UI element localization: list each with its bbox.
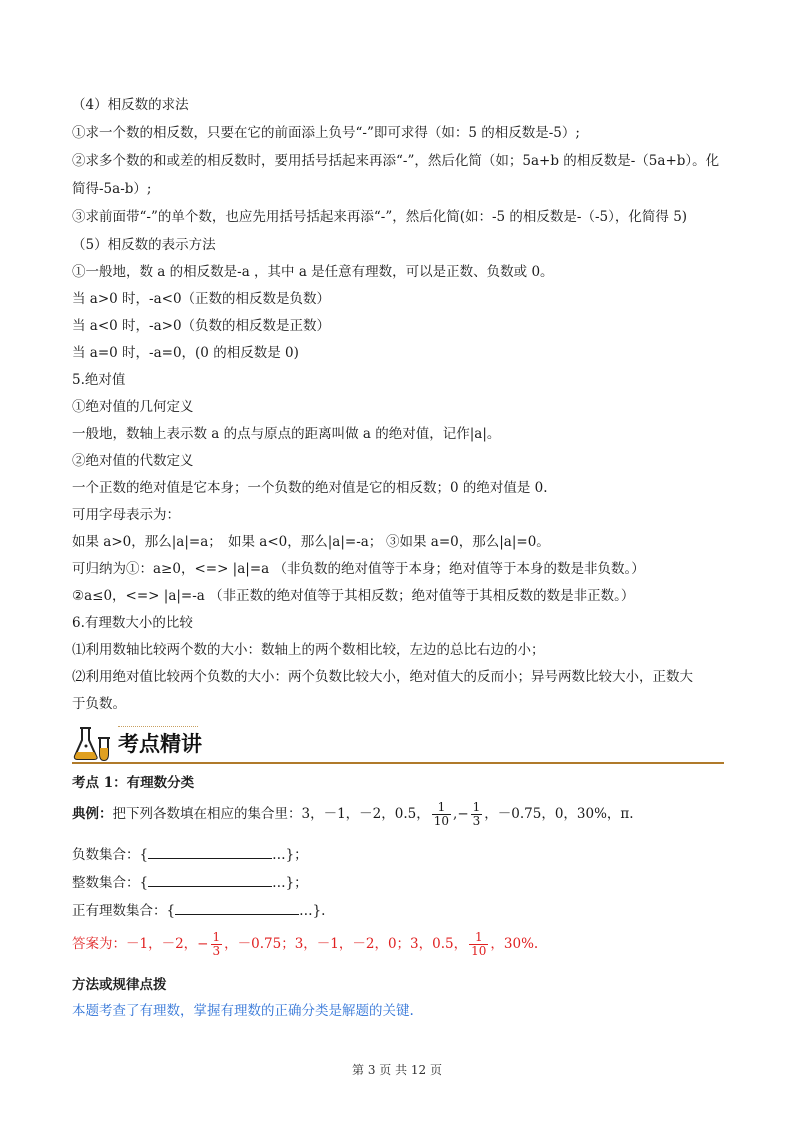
answer-line <box>72 930 538 958</box>
pos-set-line <box>72 902 325 920</box>
example-tail: ，－0.75，0，30%，π. <box>484 806 634 822</box>
text-line: 一个正数的绝对值是它本身；一个负数的绝对值是它的相反数；0 的绝对值是 0. <box>72 480 548 496</box>
answer-blank[interactable] <box>175 902 299 915</box>
text-line: ③如果 a=0，那么|a|=0。 <box>386 534 550 550</box>
answer-prefix: 答案为：－1，－2，− <box>72 936 209 952</box>
answer-mid: ，－0.75；3，－1，－2，0；3，0.5， <box>224 936 468 952</box>
neg-set-label: 负数集合：{ <box>72 847 149 863</box>
text-line: ②求多个数的和或差的相反数时，要用括号括起来再添“-”，然后化简（如；5a+b 的相反数是-（5a+b）。化 <box>72 153 720 169</box>
text-line: ③求前面带“-”的单个数，也应先用括号括起来再添“-”，然后化简(如：-5 的相反数是-（-5），化简得 5) <box>72 209 688 225</box>
pos-set-tail: …}. <box>299 903 326 919</box>
text-line: 可用字母表示为： <box>72 507 180 523</box>
text-line: ①绝对值的几何定义 <box>72 399 194 415</box>
text-line: ②绝对值的代数定义 <box>72 453 194 469</box>
text-line: （4）相反数的求法 <box>72 97 189 113</box>
fraction: $\frac{1}{3}$ <box>472 800 481 828</box>
text-line: （5）相反数的表示方法 <box>72 237 216 253</box>
heading-dotted-rule <box>118 726 198 727</box>
text-line: 5.绝对值 <box>72 372 126 388</box>
text-line: 可归纳为①：a≥0，<=> |a|=a （非负数的绝对值等于本身；绝对值等于本身的数是非负数。） <box>72 561 645 577</box>
text-line: 当 a<0 时，-a>0（负数的相反数是正数） <box>72 318 331 334</box>
text-line: ②a≤0，<=> |a|=-a （非正数的绝对值等于其相反数；绝对值等于其相反数的数是非正数。） <box>72 588 635 604</box>
section-rule <box>72 762 724 764</box>
section-title: 考点精讲 <box>118 732 202 756</box>
page-footer: 第 3 页 共 12 页 <box>352 1063 442 1077</box>
text-line: 一般地，数轴上表示数 a 的点与原点的距离叫做 a 的绝对值，记作|a|。 <box>72 426 501 442</box>
int-set-label: 整数集合：{ <box>72 875 149 891</box>
flask-icon <box>72 724 112 762</box>
example-label: 典例： <box>72 806 113 822</box>
kaodian-title: 考点 1：有理数分类 <box>72 775 195 791</box>
answer-blank[interactable] <box>148 874 272 887</box>
text-line: 如果 a>0，那么|a|=a； <box>72 534 222 550</box>
text-line: 6.有理数大小的比较 <box>72 615 193 631</box>
text-line: 如果 a<0，那么|a|=-a； <box>228 534 383 550</box>
method-text: 本题考查了有理数，掌握有理数的正确分类是解题的关键. <box>72 1003 414 1019</box>
text-line: ①一般地，数 a 的相反数是-a ，其中 a 是任意有理数，可以是正数、负数或 0。 <box>72 264 554 280</box>
fraction: $\frac{1}{10}$ <box>471 930 487 958</box>
answer-blank[interactable] <box>148 846 272 859</box>
text-line: 当 a=0 时，-a=0，(0 的相反数是 0) <box>72 345 299 361</box>
separator: ,− <box>453 806 469 822</box>
neg-set-tail: …}； <box>272 847 308 863</box>
fraction: $\frac{1}{3}$ <box>212 930 221 958</box>
text-line: ⑴利用数轴比较两个数的大小：数轴上的两个数相比较，左边的总比右边的小； <box>72 642 545 658</box>
method-title: 方法或规律点拨 <box>72 977 167 993</box>
text-line: 于负数。 <box>72 696 126 712</box>
text-line: ①求一个数的相反数，只要在它的前面添上负号“-”即可求得（如：5 的相反数是-5）; <box>72 125 580 141</box>
int-set-tail: …}； <box>272 875 308 891</box>
text-line: ⑵利用绝对值比较两个负数的大小：两个负数比较大小，绝对值大的反而小；异号两数比较大小，正数大 <box>72 669 693 685</box>
example-line <box>72 800 634 828</box>
neg-set-line <box>72 846 308 864</box>
example-text: 把下列各数填在相应的集合里：3，－1，－2，0.5， <box>112 806 430 822</box>
int-set-line <box>72 874 308 892</box>
fraction: $\frac{1}{10}$ <box>433 800 450 828</box>
pos-set-label: 正有理数集合：{ <box>72 903 176 919</box>
text-line: 当 a>0 时，-a<0（正数的相反数是负数） <box>72 291 331 307</box>
answer-tail: ，30%. <box>490 936 539 952</box>
text-line: 简得-5a-b）; <box>72 181 152 197</box>
